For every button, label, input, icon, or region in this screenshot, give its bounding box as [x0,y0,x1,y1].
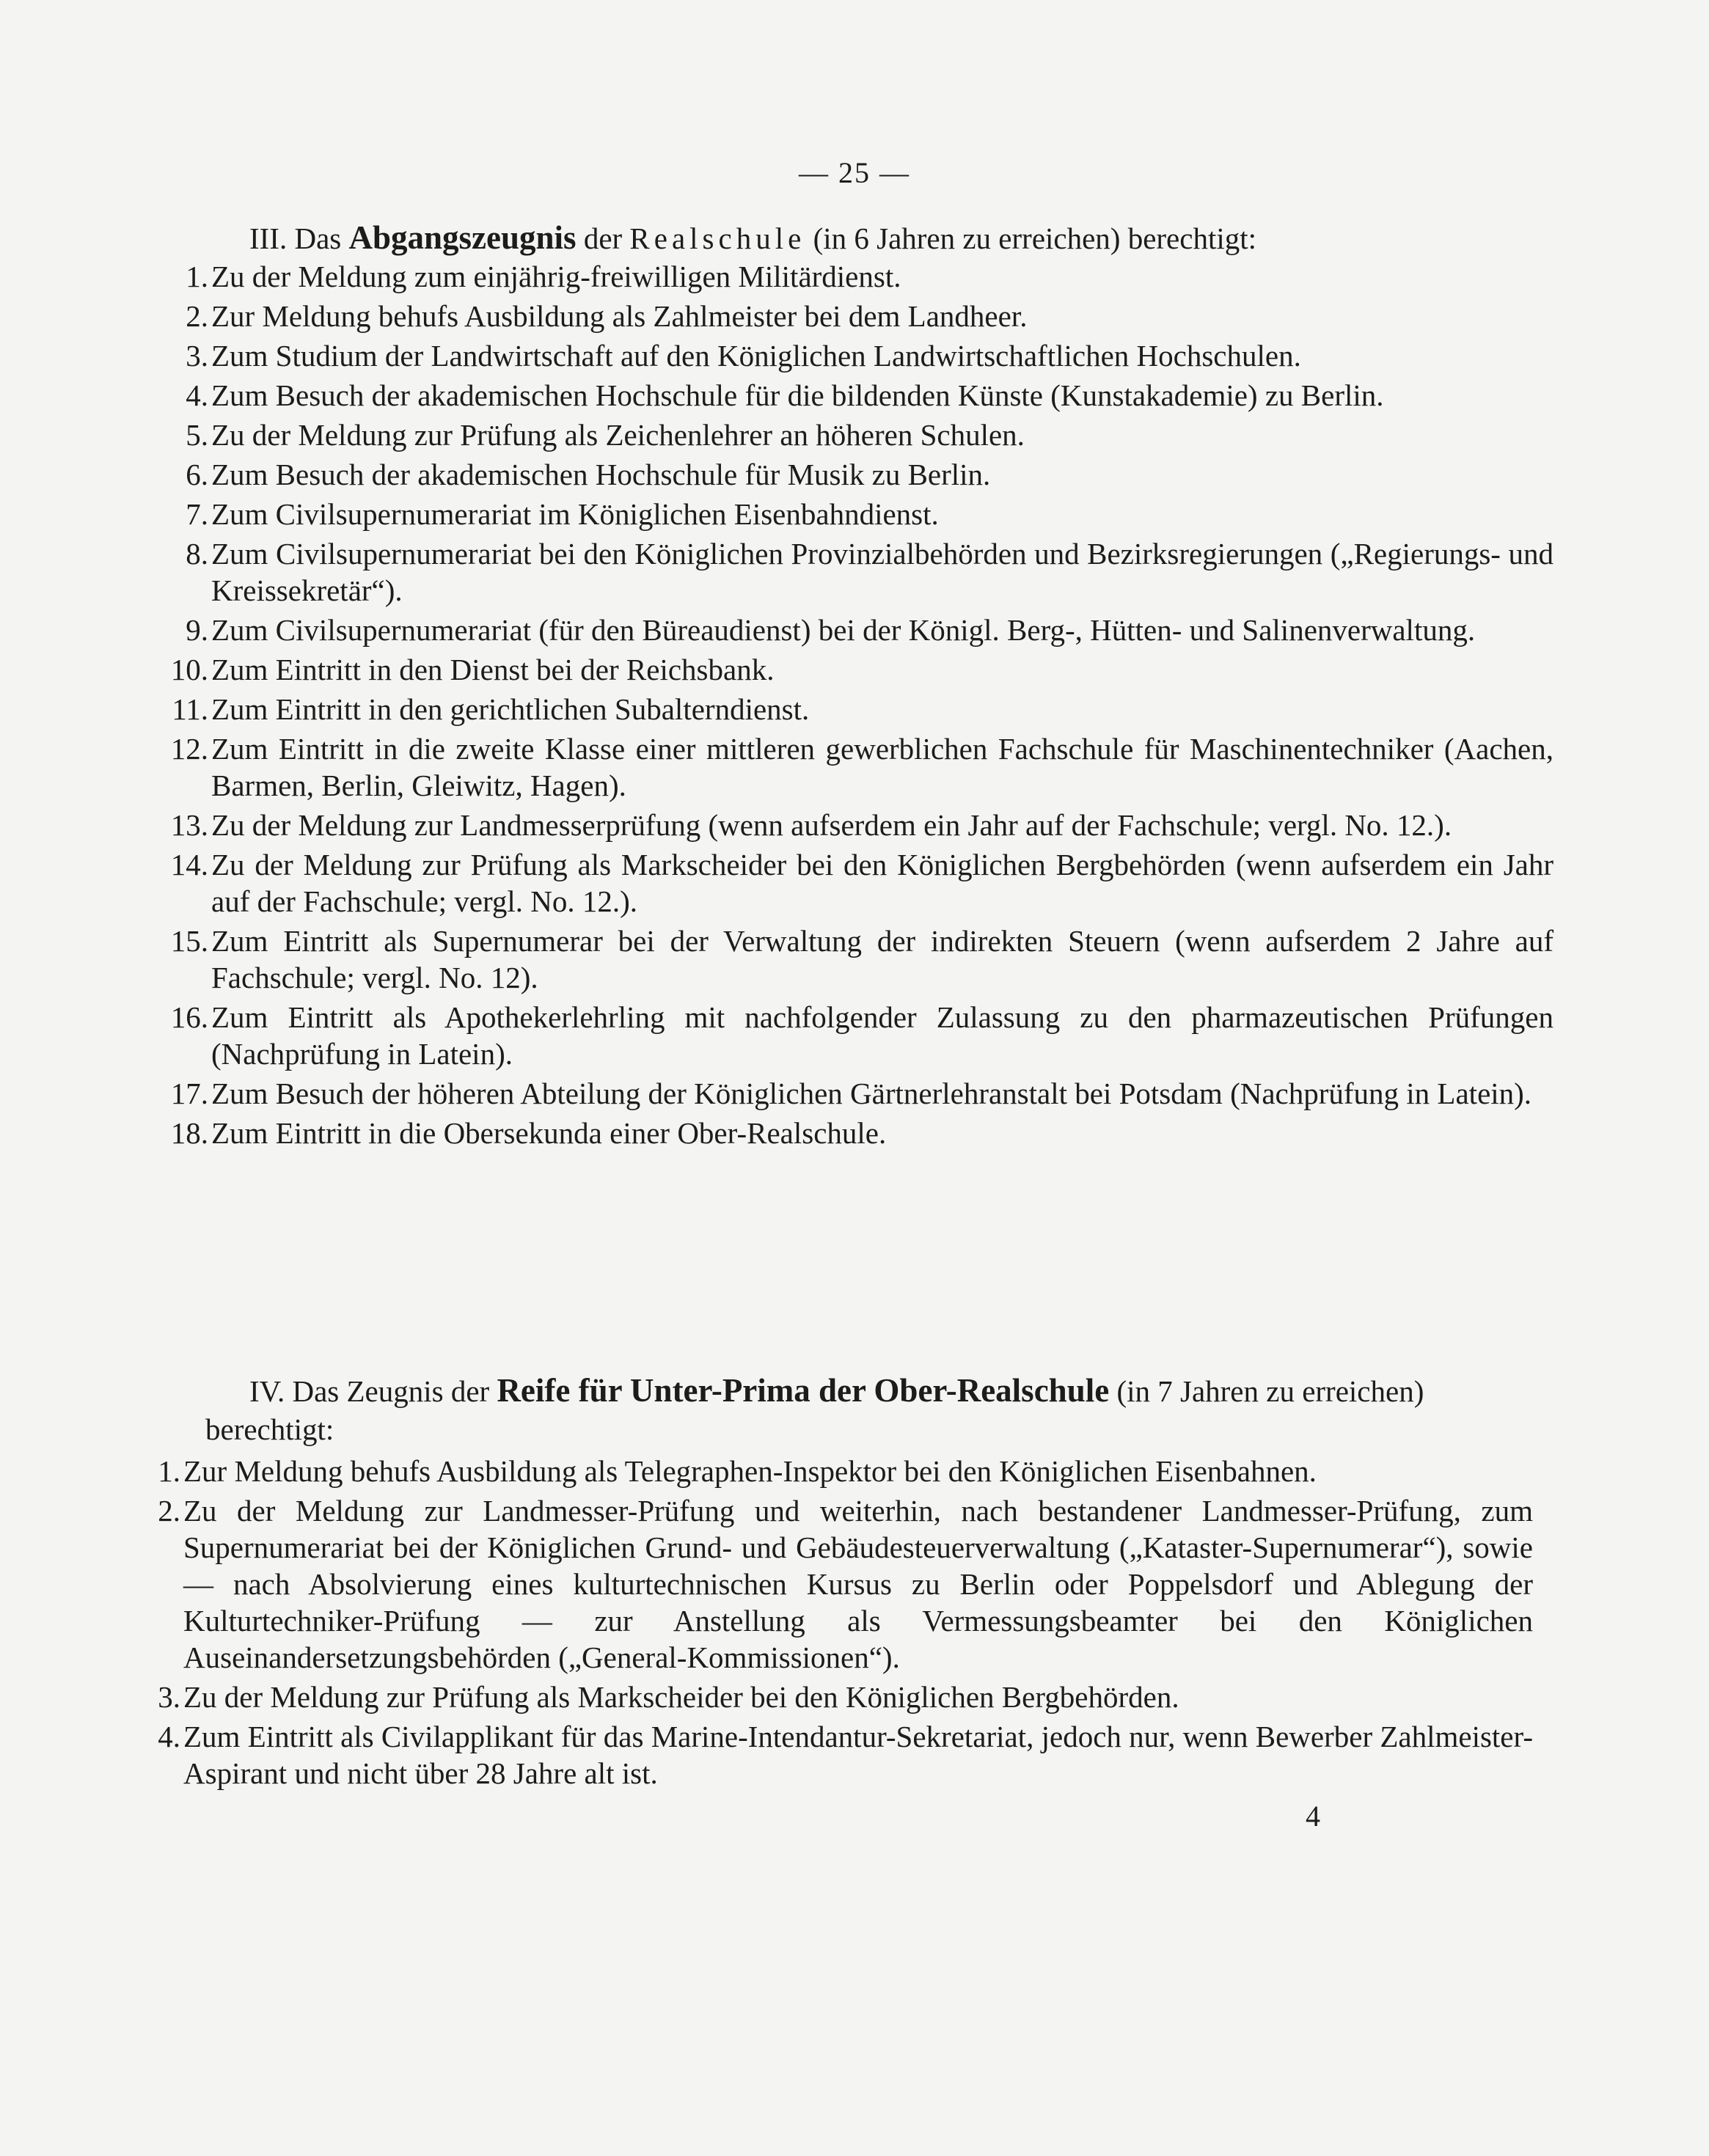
section-4-heading-post: (in 7 Jahren zu erreichen) berechtigt: [205,1374,1424,1446]
page-number: — 25 — [799,156,910,189]
item-number: 15. [170,924,208,958]
list-item [167,456,1554,493]
item-number: 3. [186,339,208,373]
list-item [139,1718,1533,1792]
item-text: Zum Besuch der akademischen Hochschule für Musik zu Berlin. [211,458,991,491]
item-number: 17. [170,1077,208,1110]
section-3-heading-spaced: Realschule [629,221,806,255]
list-item [167,999,1554,1072]
item-number: 3. [158,1680,180,1714]
item-number: 8. [186,537,208,571]
item-number: 10. [170,653,208,686]
item-text: Zu der Meldung zur Landmesser-Prüfung und weiterhin, nach bestandener Landmesser-Prüfung, zum Supernumerariat bei der Königlichen Grund- und Gebäudesteuerverwaltung („Kataster-Supernumerar“), sowie — nach Absolvierung eines kulturtechnischen Kursus zu Berlin oder Poppelsdorf und Ablegung der Kulturtechniker-Prüfung — zur Anstellung als Vermessungsbeamter bei den Königlichen Auseinandersetzungsbehörden („General-Kommissionen“). [183,1494,1533,1674]
item-text: Zur Meldung behufs Ausbildung als Zahlmeister bei dem Landheer. [211,299,1028,333]
item-number: 4. [186,378,208,412]
section-4-heading [205,1371,1548,1448]
list-item [167,730,1554,804]
list-item [167,258,1554,295]
section-3-heading-bold: Abgangszeugnis [348,219,577,256]
item-text: Zu der Meldung zur Prüfung als Markscheider bei den Königlichen Bergbehörden. [183,1680,1179,1714]
list-item [139,1679,1533,1715]
item-number: 7. [186,497,208,531]
item-text: Zum Civilsupernumerariat (für den Büreaudienst) bei der Königl. Berg-, Hütten- und Salinenverwaltung. [211,613,1476,647]
item-text: Zum Eintritt in den gerichtlichen Subalterndienst. [211,692,810,726]
list-item [167,535,1554,609]
item-text: Zu der Meldung zur Prüfung als Zeichenlehrer an höheren Schulen. [211,418,1025,452]
item-text: Zum Civilsupernumerariat bei den Königlichen Provinzialbehörden und Bezirksregierungen („Regierungs- und Kreissekretär“). [211,537,1554,607]
item-number: 4. [158,1720,180,1753]
item-text: Zum Civilsupernumerariat im Königlichen Eisenbahndienst. [211,497,939,531]
sheet-signature: 4 [1306,1800,1320,1833]
item-text: Zum Besuch der akademischen Hochschule für die bildenden Künste (Kunstakademie) zu Berlin. [211,378,1384,412]
item-text: Zur Meldung behufs Ausbildung als Telegraphen-Inspektor bei den Königlichen Eisenbahnen. [183,1454,1317,1488]
item-number: 16. [170,1000,208,1034]
section-4-list [139,1453,1533,1794]
list-item [167,337,1554,374]
item-text: Zum Eintritt als Civilapplikant für das Marine-Intendantur-Sekretariat, jedoch nur, wenn Bewerber Zahlmeister-Aspirant und nicht über 28 Jahre alt ist. [183,1720,1533,1790]
item-number: 6. [186,458,208,491]
item-text: Zum Studium der Landwirtschaft auf den Königlichen Landwirtschaftlichen Hochschulen. [211,339,1301,373]
list-item [167,846,1554,920]
item-number: 5. [186,418,208,452]
list-item [167,612,1554,648]
section-3-heading-pre: III. Das [249,221,349,255]
list-item [139,1492,1533,1676]
item-text: Zu der Meldung zur Prüfung als Markscheider bei den Königlichen Bergbehörden (wenn aufserdem ein Jahr auf der Fachschule; vergl. No. 12.). [211,848,1554,918]
item-number: 12. [170,732,208,766]
item-text: Zum Eintritt in die zweite Klasse einer mittleren gewerblichen Fachschule für Maschinentechniker (Aachen, Barmen, Berlin, Gleiwitz, Hagen). [211,732,1554,802]
list-item [167,1115,1554,1151]
list-item [167,807,1554,843]
item-number: 13. [170,808,208,842]
list-item [139,1453,1533,1489]
item-text: Zu der Meldung zur Landmesserprüfung (wenn aufserdem ein Jahr auf der Fachschule; vergl. No. 12.). [211,808,1452,842]
section-3-heading [249,219,1555,257]
list-item [167,651,1554,688]
list-item [167,298,1554,334]
item-number: 1. [186,260,208,293]
item-number: 2. [158,1494,180,1528]
item-number: 9. [186,613,208,647]
item-text: Zum Eintritt als Supernumerar bei der Verwaltung der indirekten Steuern (wenn aufserdem 2 Jahre auf Fachschule; vergl. No. 12). [211,924,1554,994]
list-item [167,1075,1554,1112]
item-text: Zum Eintritt als Apothekerlehrling mit nachfolgender Zulassung zu den pharmazeutischen Prüfungen (Nachprüfung in Latein). [211,1000,1554,1071]
list-item [167,377,1554,414]
section-4-heading-pre: IV. Das Zeugnis der [249,1374,497,1408]
section-3-list [167,258,1554,1154]
section-3-heading-post: (in 6 Jahren zu erreichen) berechtigt: [805,221,1257,255]
list-item [167,923,1554,996]
item-number: 11. [172,692,208,726]
item-text: Zu der Meldung zum einjährig-freiwilligen Militärdienst. [211,260,901,293]
list-item [167,691,1554,727]
item-number: 1. [158,1454,180,1488]
item-number: 18. [170,1116,208,1150]
section-3-heading-mid: der [576,221,630,255]
item-number: 2. [186,299,208,333]
section-4-heading-bold: Reife für Unter-Prima der Ober-Realschule [497,1372,1110,1409]
item-text: Zum Eintritt in die Obersekunda einer Ober-Realschule. [211,1116,887,1150]
list-item [167,496,1554,532]
item-text: Zum Eintritt in den Dienst bei der Reichsbank. [211,653,775,686]
item-text: Zum Besuch der höheren Abteilung der Königlichen Gärtnerlehranstalt bei Potsdam (Nachprüfung in Latein). [211,1077,1532,1110]
item-number: 14. [170,848,208,881]
list-item [167,417,1554,453]
